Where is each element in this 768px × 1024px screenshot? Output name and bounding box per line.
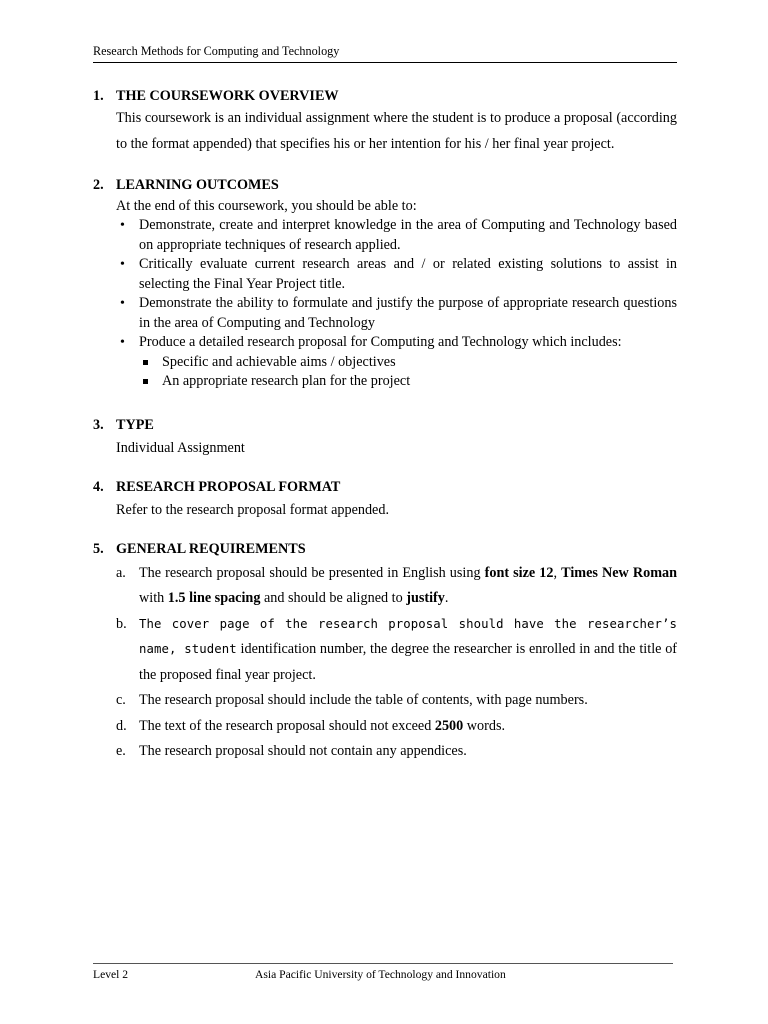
requirement-text: . [444, 590, 449, 606]
list-item-text: Produce a detailed research proposal for Computing and Technology which includes: [139, 334, 622, 350]
section-heading [93, 87, 677, 105]
section-heading [93, 416, 677, 434]
section-general-requirements [93, 540, 677, 765]
section-learning-outcomes [93, 176, 677, 392]
requirement-letter: d. [116, 717, 127, 734]
requirement-text: identification number, the degree the researcher is enrolled in and the title of the proposed final year project. [139, 641, 678, 683]
section-number: 5. [93, 540, 104, 557]
requirement-text: The cover page of the research proposal should have the researcher’s name, student [139, 616, 677, 656]
requirement-text: The text of the research proposal should not exceed [139, 717, 435, 734]
requirement-item [116, 688, 677, 714]
requirements-list [116, 561, 677, 765]
list-item [116, 294, 677, 333]
requirement-item [116, 714, 677, 740]
section-heading [93, 540, 677, 558]
section-title: THE COURSEWORK OVERVIEW [116, 88, 339, 104]
square-bullet-icon [143, 360, 148, 365]
requirement-item [116, 612, 677, 689]
list-item [116, 333, 677, 392]
footer-institution: Asia Pacific University of Technology and Innovation [255, 968, 506, 981]
section-number: 4. [93, 478, 104, 495]
section-type [93, 416, 677, 458]
emphasis-text: justify [406, 590, 445, 606]
square-bullet-icon [143, 379, 148, 384]
requirement-text: , [553, 564, 562, 581]
section-heading [93, 478, 677, 496]
requirement-text: The research proposal should be presented in English using [139, 564, 485, 581]
section-paragraph: Individual Assignment [116, 439, 245, 456]
sub-list-item-text: An appropriate research plan for the project [162, 373, 411, 389]
section-number: 1. [93, 88, 104, 104]
requirement-letter: a. [116, 564, 126, 581]
section-title: LEARNING OUTCOMES [116, 177, 279, 193]
section-title: TYPE [116, 416, 154, 433]
section-coursework-overview [93, 87, 677, 157]
requirement-text: words. [463, 717, 506, 734]
running-title: Research Methods for Computing and Technology [93, 44, 340, 58]
list-item-text: Demonstrate, create and interpret knowledge in the area of Computing and Technology based on appropriate techniques of research applied. [139, 217, 677, 253]
requirement-letter: e. [116, 743, 126, 759]
list-item-text: Critically evaluate current research areas and / or related existing solutions to assist in selecting the Final Year Project title. [139, 256, 677, 292]
requirement-text: The research proposal should include the table of contents, with page numbers. [139, 692, 588, 708]
section-number: 3. [93, 416, 104, 433]
sub-list-item [139, 353, 677, 373]
requirement-letter: c. [116, 692, 126, 708]
requirement-text: with [139, 590, 168, 606]
sub-list-item [139, 372, 677, 392]
list-item [116, 216, 677, 255]
list-item [116, 255, 677, 294]
emphasis-text: font size 12 [484, 564, 554, 581]
requirement-text: and should be aligned to [260, 590, 407, 606]
bullet-icon: • [120, 218, 125, 233]
footer-level: Level 2 [93, 968, 129, 981]
requirement-item [116, 739, 677, 765]
page-footer [93, 963, 673, 981]
running-header [93, 44, 677, 63]
sub-list-item-text: Specific and achievable aims / objectives [162, 353, 396, 370]
requirement-text: The research proposal should not contain any appendices. [139, 743, 467, 759]
section-heading [93, 176, 677, 194]
outcomes-list [116, 216, 677, 392]
bullet-icon: • [120, 335, 125, 350]
section-proposal-format [93, 478, 677, 520]
emphasis-text: Times New Roman [561, 564, 678, 581]
section-number: 2. [93, 177, 104, 193]
section-title: RESEARCH PROPOSAL FORMAT [116, 478, 341, 495]
emphasis-text: 2500 [434, 717, 464, 734]
bullet-icon: • [120, 257, 125, 272]
section-title: GENERAL REQUIREMENTS [116, 540, 306, 557]
section-intro: At the end of this coursework, you should be able to: [116, 198, 417, 214]
section-paragraph: Refer to the research proposal format appended. [116, 501, 389, 518]
requirement-item [116, 561, 677, 612]
requirement-letter: b. [116, 615, 127, 632]
sub-list [139, 353, 677, 392]
bullet-icon: • [120, 296, 125, 311]
emphasis-text: 1.5 line spacing [167, 590, 261, 606]
document-body [93, 87, 677, 781]
list-item-text: Demonstrate the ability to formulate and justify the purpose of appropriate research questions in the area of Computing and Technology [139, 295, 677, 331]
section-paragraph: This coursework is an individual assignment where the student is to produce a proposal (according to the format appended) that specifies his or her intention for his / her final year project. [116, 110, 677, 152]
